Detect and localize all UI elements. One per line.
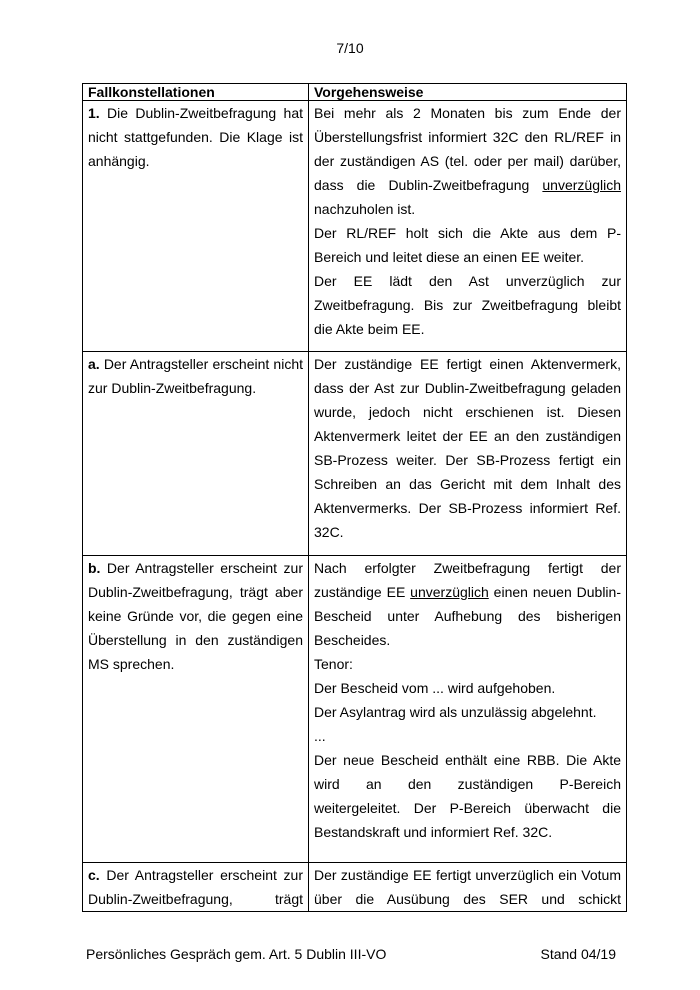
procedure-text: Bei mehr als 2 Monaten bis zum Ende der Überstellungsfrist informiert 32C den RL/REF in der zuständigen AS (tel. oder per mail) darüber, dass die Dublin-Zweitbefragung [314, 105, 621, 193]
underlined-text: unverzüglich [542, 177, 621, 193]
page-number: 7/10 [336, 40, 364, 56]
case-number: a. [88, 356, 100, 372]
procedure-paragraph: ... [314, 728, 326, 744]
procedure-cell [309, 352, 627, 556]
header-fallkonstellationen: Fallkonstellationen [83, 84, 309, 101]
procedure-table [82, 83, 627, 912]
procedure-paragraph: Der RL/REF holt sich die Akte aus dem P-Bereich und leitet diese an einen EE weiter. [314, 225, 621, 265]
page-footer [86, 946, 616, 962]
procedure-cell [309, 556, 627, 863]
case-text: Die Dublin-Zweitbefragung hat nicht stattgefunden. Die Klage ist anhängig. [88, 105, 303, 169]
case-number: b. [88, 560, 101, 576]
table-row [83, 556, 627, 863]
case-cell [83, 101, 309, 352]
procedure-text: einen neuen Dublin-Bescheid unter Aufhebung des bisherigen Bescheides. [314, 584, 621, 648]
footer-version: Stand 04/19 [540, 946, 616, 962]
case-cell [83, 863, 309, 912]
procedure-paragraph: Der zuständige EE fertigt unverzüglich ein Votum über die Ausübung des SER und schickt [314, 867, 621, 907]
case-text: Der Antragsteller erscheint zur Dublin-Zweitbefragung, trägt aber keine Gründe vor, die gegen eine Überstellung in den zuständigen MS sprechen. [88, 560, 303, 672]
case-description [88, 352, 303, 400]
procedure-paragraph: Tenor: [314, 656, 353, 672]
procedure-paragraph: Der zuständige EE fertigt einen Aktenvermerk, dass der Ast zur Dublin-Zweitbefragung geladen wurde, jedoch nicht erschienen ist. Diesen Aktenvermerk leitet der EE an den zuständigen SB-Prozess weiter. Der SB-Prozess fertigt ein Schreiben an das Gericht mit dem Inhalt des Aktenvermerks. Der SB-Prozess informiert Ref. 32C. [314, 356, 621, 540]
table-header-row [83, 84, 627, 101]
procedure-paragraph: Der neue Bescheid enthält eine RBB. Die Akte wird an den zuständigen P-Bereich weitergeleitet. Der P-Bereich überwacht die Bestandskraft und informiert Ref. 32C. [314, 752, 621, 840]
header-vorgehensweise: Vorgehensweise [309, 84, 627, 101]
procedure-cell [309, 863, 627, 912]
procedure-paragraph: Der EE lädt den Ast unverzüglich zur Zweitbefragung. Bis zur Zweitbefragung bleibt die Akte beim EE. [314, 273, 621, 337]
case-cell [83, 352, 309, 556]
table-row [83, 352, 627, 556]
table-row [83, 863, 627, 912]
procedure-paragraph [314, 101, 621, 221]
procedure-paragraph: Der Asylantrag wird als unzulässig abgelehnt. [314, 704, 597, 720]
case-text: Der Antragsteller erscheint nicht zur Dublin-Zweitbefragung. [88, 356, 303, 396]
footer-title: Persönliches Gespräch gem. Art. 5 Dublin III-VO [86, 946, 387, 962]
case-number: c. [88, 867, 100, 883]
case-description [88, 101, 303, 173]
case-text: Der Antragsteller erscheint zur Dublin-Zweitbefragung, trägt [88, 867, 303, 907]
procedure-text: nachzuholen ist. [314, 201, 416, 217]
procedure-paragraph: Der Bescheid vom ... wird aufgehoben. [314, 680, 556, 696]
underlined-text: unverzüglich [410, 584, 489, 600]
table-row [83, 101, 627, 352]
case-description [88, 863, 303, 911]
case-description [88, 556, 303, 676]
case-number: 1. [88, 105, 100, 121]
procedure-paragraph [314, 556, 621, 652]
procedure-text: Nach erfolgter Zweitbefragung fertigt der zuständige EE [314, 560, 621, 600]
procedure-cell [309, 101, 627, 352]
case-cell [83, 556, 309, 863]
